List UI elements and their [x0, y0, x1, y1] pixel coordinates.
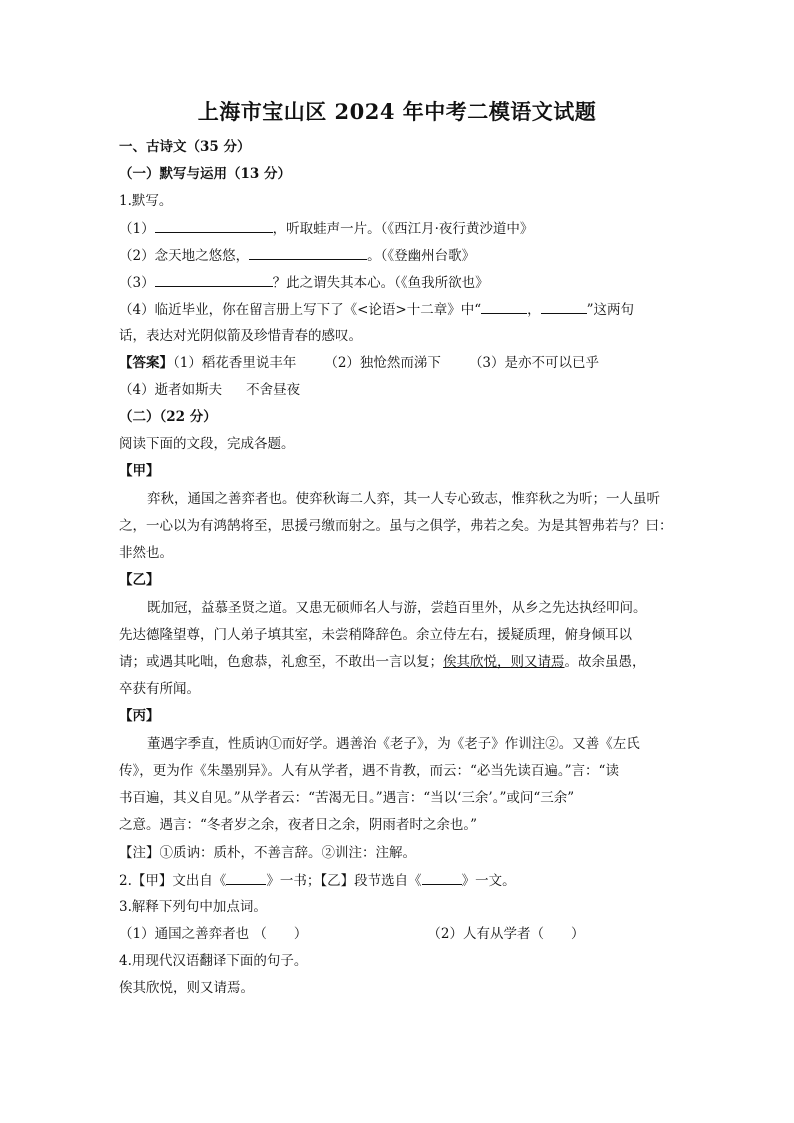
part-heading: （一）默写与运用（13 分）: [119, 166, 291, 182]
answer-1: （1）稻花香里说丰年: [173, 355, 297, 371]
answer-blank: [541, 299, 587, 314]
question-3: 3.解释下列句中加点词。: [119, 899, 267, 915]
question-1: 1.默写。: [119, 193, 173, 209]
question-3-items: [119, 924, 679, 944]
passage-jia-line: 非然也。: [119, 545, 173, 561]
question-text: 》一文。: [461, 873, 516, 889]
question-text: 2.【甲】文出自《: [119, 873, 227, 889]
part-heading-2: （二）（22 分）: [119, 409, 217, 425]
answer-4b: 不舍昼夜: [246, 382, 301, 398]
item-text: ，听取蛙声一片。（《西江月·夜行黄沙道中》: [272, 221, 534, 237]
answer-4: （4）逝者如斯夫: [119, 382, 223, 398]
question-1-3: [119, 272, 679, 293]
answer-label: 【答案】: [119, 355, 173, 371]
passage-bing-line: 传》，更为作《朱墨别异》。人有从学者，遇不肯教，而云：“必当先读百遍。”言：“读: [119, 763, 619, 779]
passage-yi-line: 卒获有所闻。: [119, 681, 200, 697]
passage-label-bing: 【丙】: [119, 708, 160, 724]
question-1-1: [119, 218, 679, 239]
underlined-sentence: 俟其欣悦，则又请焉: [443, 654, 565, 670]
passage-yi-line: [119, 652, 679, 672]
passage-label-yi: 【乙】: [119, 572, 160, 588]
instruction: 阅读下面的文段，完成各题。: [119, 436, 295, 452]
question-text: 》一书；【乙】段节选自《: [266, 873, 422, 889]
question-4-sentence: 俟其欣悦，则又请焉。: [119, 980, 254, 996]
answer-blank: [155, 218, 273, 233]
passage-text: 请；或遇其叱咄，色愈恭，礼愈至，不敢出一言以复；: [119, 654, 443, 670]
question-2: [119, 870, 679, 891]
footnote: 【注】①质讷：质朴，不善言辞。②训注：注解。: [119, 845, 416, 861]
passage-jia-line: 之，一心以为有鸿鹄将至，思援弓缴而射之。虽与之俱学，弗若之矣。为是其智弗若与？曰：: [119, 518, 673, 534]
page-title: 上海市宝山区 2024 年中考二模语文试题: [197, 99, 597, 124]
passage-label-jia: 【甲】: [119, 463, 160, 479]
item-text: ？此之谓失其本心。（《鱼我所欲也》: [272, 275, 489, 291]
item-text: （2）念天地之悠悠，: [119, 248, 250, 264]
comma: ，: [527, 302, 541, 318]
item-text: ”这两句: [586, 302, 635, 318]
answer-blank: [249, 245, 367, 260]
passage-yi-line: 既加冠，益慕圣贤之道。又患无硕师名人与游，尝趋百里外，从乡之先达执经叩问。: [147, 600, 647, 616]
question-1-4-cont: 话，表达对光阴似箭及珍惜青春的感叹。: [119, 328, 362, 344]
answer-blank: [155, 272, 273, 287]
answer-line-2: [119, 380, 679, 400]
item-text: （4）临近毕业，你在留言册上写下了《<论语>十二章》中“: [119, 302, 482, 318]
item-text: 。（《登幽州台歌》: [367, 248, 476, 264]
passage-text: 。故余虽愚，: [564, 654, 646, 670]
answer-2: （2）独怆然而涕下: [324, 355, 441, 371]
answer-3: （3）是亦不可以已乎: [468, 355, 600, 371]
passage-yi-line: 先达德隆望尊，门人弟子填其室，未尝稍降辞色。余立侍左右，援疑质理，俯身倾耳以: [119, 627, 632, 643]
answer-blank: [422, 870, 462, 885]
question-4: 4.用现代汉语翻译下面的句子。: [119, 953, 308, 969]
item-number: （3）: [119, 275, 155, 291]
answer-blank: [481, 299, 527, 314]
passage-bing-line: 之意。遇言：“冬者岁之余，夜者日之余，阴雨者时之余也。”: [119, 817, 478, 833]
answer-line: [119, 353, 679, 373]
question-1-4: [119, 299, 679, 320]
passage-jia-line: 弈秋，通国之善弈者也。使弈秋诲二人弈，其一人专心致志，惟弈秋之为听；一人虽听: [147, 491, 660, 507]
answer-blank: [226, 870, 266, 885]
passage-bing-line: 董遇字季直，性质讷①而好学。遇善治《老子》，为《老子》作训注②。又善《左氏: [147, 736, 640, 752]
passage-bing-line: 书百遍，其义自见。”从学者云：“苦渴无日。”遇言：“当以‘三余’。”或问“三余”: [119, 790, 575, 806]
item-number: （1）: [119, 221, 155, 237]
question-3-item-1: （1）通国之善弈者也 （ ）: [119, 926, 308, 942]
section-heading: 一、古诗文（35 分）: [119, 139, 251, 155]
question-3-item-2: （2）人有从学者（ ）: [427, 926, 585, 942]
question-1-2: [119, 245, 679, 266]
